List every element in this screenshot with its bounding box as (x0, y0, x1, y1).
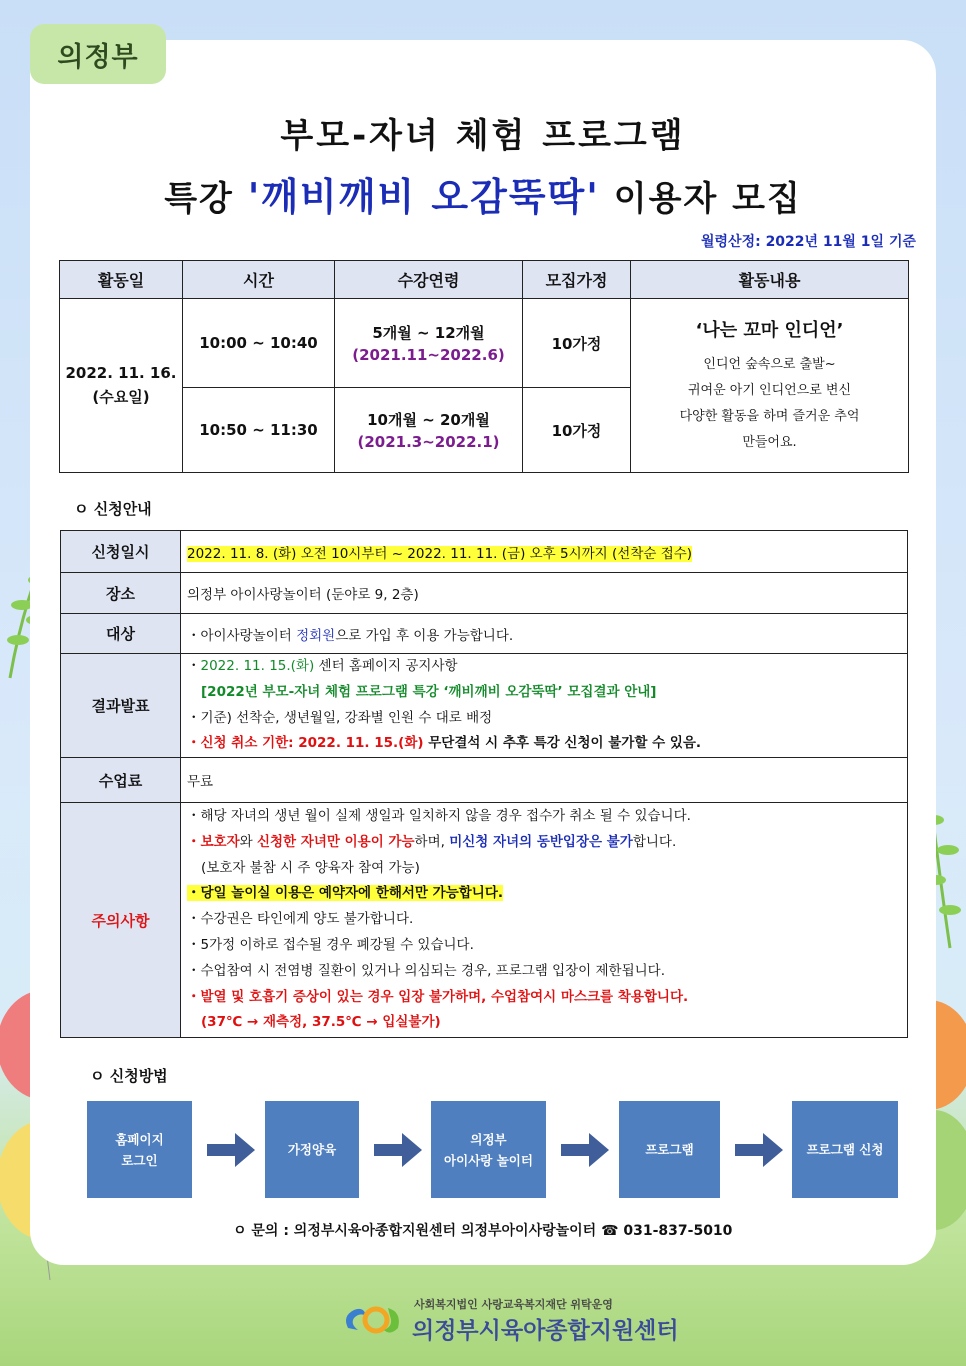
notice-value (181, 803, 908, 1038)
result-date: 2022. 11. 15.(화) (200, 658, 315, 674)
activity-line: 인디언 숲속으로 출발~ (703, 356, 836, 372)
target-text: 으로 가입 후 이용 가능합니다. (335, 627, 514, 644)
step-label: 가정양육 (287, 1142, 337, 1157)
footer-operator: 사회복지법인 사랑교육복지재단 위탁운영 (414, 1298, 613, 1311)
families-cell: 10가정 (523, 299, 631, 388)
region-tag: 의정부 (30, 24, 166, 84)
age-cell (335, 299, 523, 388)
place-label: 장소 (61, 573, 181, 614)
result-line (187, 731, 901, 757)
result-text: 센터 홈페이지 공지사항 (314, 658, 458, 674)
notice-reservation-highlight: ・당일 놀이실 이용은 예약자에 한해서만 가능합니다. (187, 885, 503, 902)
cancel-deadline: ・신청 취소 기한: 2022. 11. 15.(화) (187, 735, 424, 752)
age-cell (335, 388, 523, 473)
title-suffix: 이용자 모집 (599, 179, 802, 219)
activity-title: ‘나는 꼬마 인디언’ (695, 319, 844, 341)
step-playground (431, 1101, 546, 1198)
period-value: 2022. 11. 8. (화) 오전 10시부터 ~ 2022. 11. 11. (금) 오후 5시까지 (선착순 접수) (187, 545, 693, 562)
notice-line: (보호자 불참 시 주 양육자 참여 가능) (201, 859, 420, 876)
time-cell: 10:00 ~ 10:40 (183, 299, 335, 388)
step-label: 아이사랑 놀이터 (444, 1152, 533, 1168)
notice-text: 와 (239, 833, 257, 850)
target-label: 대상 (61, 614, 181, 654)
schedule-table (59, 260, 909, 473)
step-label: 프로그램 (645, 1142, 694, 1157)
notice-no-companion: 미신청 자녀의 동반입장은 불가 (449, 833, 633, 850)
result-value (181, 654, 908, 758)
result-line: [2022년 부모-자녀 체험 프로그램 특강 ‘깨비깨비 오감뚝딱’ 모집결과 안내] (201, 683, 657, 700)
step-label: 의정부 (470, 1131, 507, 1147)
fee-label: 수업료 (61, 758, 181, 803)
step-program (619, 1101, 720, 1198)
header-date: 활동일 (60, 261, 183, 299)
families-cell: 10가정 (523, 388, 631, 473)
footer-center-name: 의정부시육아종합지원센터 (412, 1318, 679, 1344)
section-application-info: ㅇ 신청안내 (74, 500, 152, 518)
center-logo-icon (340, 1298, 410, 1340)
arrow-right-icon (374, 1133, 422, 1167)
header-age: 수강연령 (335, 261, 523, 299)
program-name: '깨비깨비 오감뚝딱' (247, 175, 600, 219)
activity-date: 2022. 11. 16. (65, 364, 177, 382)
header-time: 시간 (183, 261, 335, 299)
step-label: 홈페이지 (115, 1131, 164, 1147)
header-activity: 활동내용 (631, 261, 909, 299)
notice-guardian: ・보호자 (187, 833, 240, 850)
notice-text: 하며, (414, 833, 450, 850)
notice-registered-only: 신청한 자녀만 이용이 가능 (256, 833, 415, 850)
activity-line: 귀여운 아기 인디언으로 변신 (687, 382, 852, 398)
notice-line (187, 881, 901, 907)
place-value: 의정부 아이사랑놀이터 (둔야로 9, 2층) (181, 573, 908, 614)
title-line-1: 부모-자녀 체험 프로그램 (280, 116, 686, 156)
notice-line (187, 830, 901, 856)
notice-text: 합니다. (632, 833, 677, 850)
period-value-cell (181, 531, 908, 573)
activity-content-cell (631, 299, 909, 473)
notice-line: ・5가정 이하로 접수될 경우 폐강될 수 있습니다. (187, 937, 474, 954)
step-label: 프로그램 신청 (806, 1142, 884, 1157)
contact-info: ㅇ 문의 : 의정부시육아종합지원센터 의정부아이사랑놀이터 ☎ 031-837-5010 (233, 1223, 733, 1239)
title-line-2 (0, 166, 966, 221)
activity-line: 만들어요. (742, 434, 797, 450)
activity-day: (수요일) (92, 388, 150, 406)
notice-line: (37℃ → 재측정, 37.5℃ → 입실불가) (201, 1014, 441, 1031)
age-range: (2021.3~2022.1) (357, 433, 500, 451)
result-label: 결과발표 (61, 654, 181, 758)
notice-line: ・수강권은 타인에게 양도 불가합니다. (187, 911, 414, 928)
info-table (60, 530, 908, 1038)
section-application-method: ㅇ 신청방법 (90, 1067, 168, 1085)
activity-date-cell (60, 299, 183, 473)
target-text: ・아이사랑놀이터 (187, 627, 297, 644)
arrow-right-icon (561, 1133, 609, 1167)
bullet: ・ (187, 658, 201, 674)
age-basis-note: 월령산정: 2022년 11월 1일 기준 (701, 234, 916, 250)
notice-label: 주의사항 (61, 803, 181, 1038)
title-prefix: 특강 (164, 179, 248, 219)
age-months: 10개월 ~ 20개월 (367, 411, 490, 429)
fee-value: 무료 (181, 758, 908, 803)
period-label: 신청일시 (61, 531, 181, 573)
time-cell: 10:50 ~ 11:30 (183, 388, 335, 473)
step-homepage-login (87, 1101, 192, 1198)
activity-line: 다양한 활동을 하며 즐거운 추억 (679, 408, 860, 424)
step-label: 로그인 (121, 1152, 158, 1168)
step-program-apply (792, 1101, 898, 1198)
arrow-right-icon (207, 1133, 255, 1167)
age-months: 5개월 ~ 12개월 (372, 324, 485, 342)
step-home-parenting (265, 1101, 359, 1198)
header-families: 모집가정 (523, 261, 631, 299)
target-value (181, 614, 908, 654)
age-range: (2021.11~2022.6) (352, 346, 505, 364)
notice-line: ・수업참여 시 전염병 질환이 있거나 의심되는 경우, 프로그램 입장이 제한됩니다. (187, 962, 666, 979)
membership-highlight: 정회원 (296, 627, 336, 644)
notice-line: ・해당 자녀의 생년 월이 실제 생일과 일치하지 않을 경우 접수가 취소 될 수 있습니다. (187, 808, 691, 825)
arrow-right-icon (735, 1133, 783, 1167)
result-line (187, 654, 901, 680)
result-text: 무단결석 시 추후 특강 신청이 불가할 수 있음. (423, 735, 702, 752)
result-line: ・기준) 선착순, 생년월일, 강좌별 인원 수 대로 배정 (187, 709, 493, 726)
notice-line: ・발열 및 호흡기 증상이 있는 경우 입장 불가하며, 수업참여시 마스크를 착용합니다. (187, 988, 689, 1005)
